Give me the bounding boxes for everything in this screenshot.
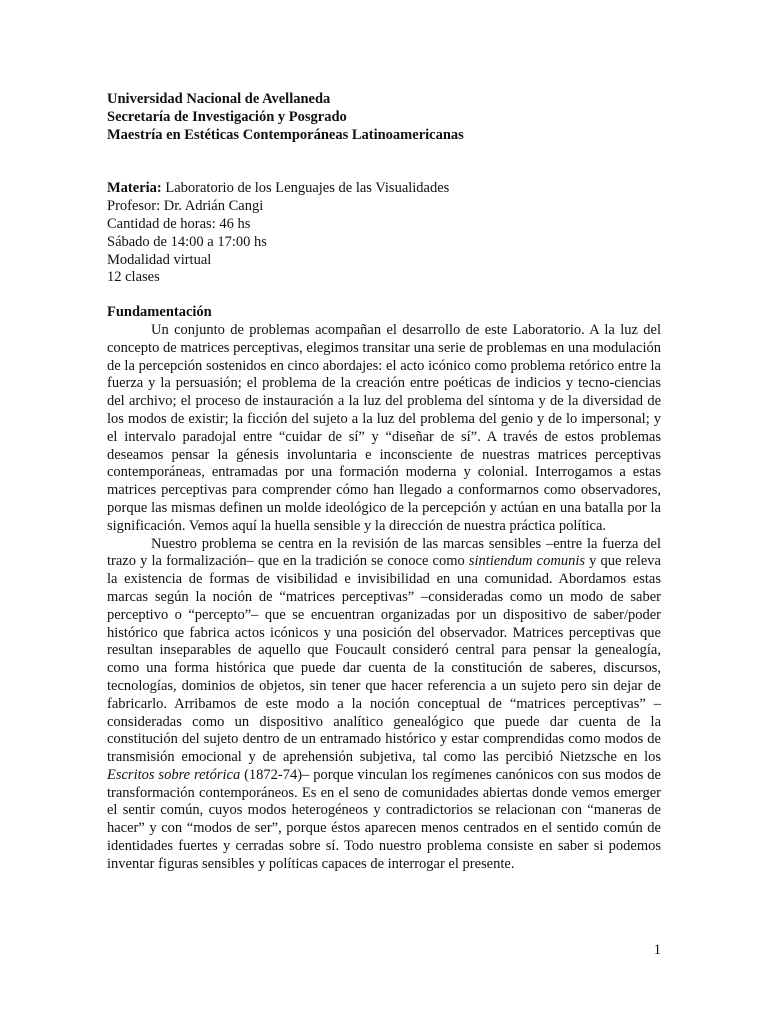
paragraph-2-italic-1: sintiendum comunis: [468, 553, 585, 570]
subject-value: Laboratorio de los Lenguajes de las Visualidades: [161, 180, 450, 197]
university-name: Universidad Nacional de Avellaneda: [107, 91, 331, 107]
section-title: Fundamentación: [107, 304, 212, 321]
paragraph-1: Un conjunto de problemas acompañan el desarrollo de este Laboratorio. A la luz del concepto de matrices perceptivas, elegimos transitar una serie de problemas en una modulación de la percepción sostenidos en cinco abordajes: el acto icónico como problema retórico entre la fuerza y la persuasión; el problema de la creación entre poéticas de indicios y tecno-ciencias del archivo; el proceso de instauración a la luz del problema del síntoma y de la diversidad de los modos de existir; la ficción del sujeto a la luz del problema del genio y de lo impersonal; y el intervalo paradojal entre “cuidar de sí” y “diseñar de sí”. A través de estos problemas deseamos pensar la génesis involuntaria e inconsciente de nuestras matrices perceptivas contemporáneas, entramadas por una formación moderna y colonial. Interrogamos a estas matrices perceptivas para comprender cómo han llegado a conformarnos como observadores, porque las mismas definen un molde ideológico de la percepción y actúan en una batalla por la significación. Vemos aquí la huella sensible y la dirección de nuestra práctica política.: [107, 321, 661, 534]
professor-line: Profesor: Dr. Adrián Cangi: [107, 198, 264, 215]
document-page: [107, 91, 661, 874]
paragraph-2-italic-2: Escritos sobre retórica: [107, 766, 241, 783]
secretariat-name: Secretaría de Investigación y Posgrado: [107, 108, 347, 125]
page-number: 1: [653, 942, 661, 958]
paragraph-2: [107, 536, 661, 874]
subject-line: [107, 180, 661, 198]
schedule-line: Sábado de 14:00 a 17:00 hs: [107, 233, 267, 250]
modality-line: Modalidad virtual: [107, 251, 212, 268]
paragraph-2-part-c: (1872-74)– porque vinculan los regímenes canónicos con sus modos de transformación contemporáneos. Es en el seno de comunidades abiertas donde vemos emerger el sentir común, cuyos modos heterogéneos y contradictorios se relacionan con “maneras de hacer” y con “modos de ser”, porque éstos aparecen menos centrados en el sentido común de identidades fuertes y cerradas sobre sí. Todo nuestro problema consiste en saber si podemos inventar figuras sensibles y políticas capaces de interrogar el presente.: [107, 766, 661, 872]
paragraph-2-part-b: y que releva la existencia de formas de visibilidad e invisibilidad en una comunidad. Abordamos estas marcas según la noción de “matrices perceptivas” –consideradas como un modo de saber perceptivo o “percepto”– que se encuentran organizadas por un dispositivo de saber/poder histórico que fabrica actos icónicos y una posición del observador. Matrices perceptivas que resultan inseparables de aquello que Foucault consideró central para pensar la genealogía, como una forma histórica que puede dar cuenta de la constitución de saberes, discursos, tecnologías, dominios de objetos, sin tener que hacer referencia a un sujeto pero sin dejar de fabricarlo. Arribamos de este modo a la noción conceptual de “matrices perceptivas” –consideradas como un dispositivo analítico genealógico que puede dar cuenta de la constitución del sujeto dentro de un entramado histórico y estar comprendidas como modos de transmisión emocional y de aprehensión subjetiva, tal como las percibió Nietzsche en los: [107, 553, 661, 766]
program-name: Maestría en Estéticas Contemporáneas Latinoamericanas: [107, 126, 464, 143]
hours-line: Cantidad de horas: 46 hs: [107, 215, 251, 232]
subject-label: Materia:: [107, 180, 162, 197]
paragraph-2-part-a: Nuestro problema se centra en la revisión de las marcas sensibles –entre la fuerza del trazo y la formalización– que en la tradición se conoce como: [107, 535, 661, 570]
classes-line: 12 clases: [107, 269, 160, 286]
